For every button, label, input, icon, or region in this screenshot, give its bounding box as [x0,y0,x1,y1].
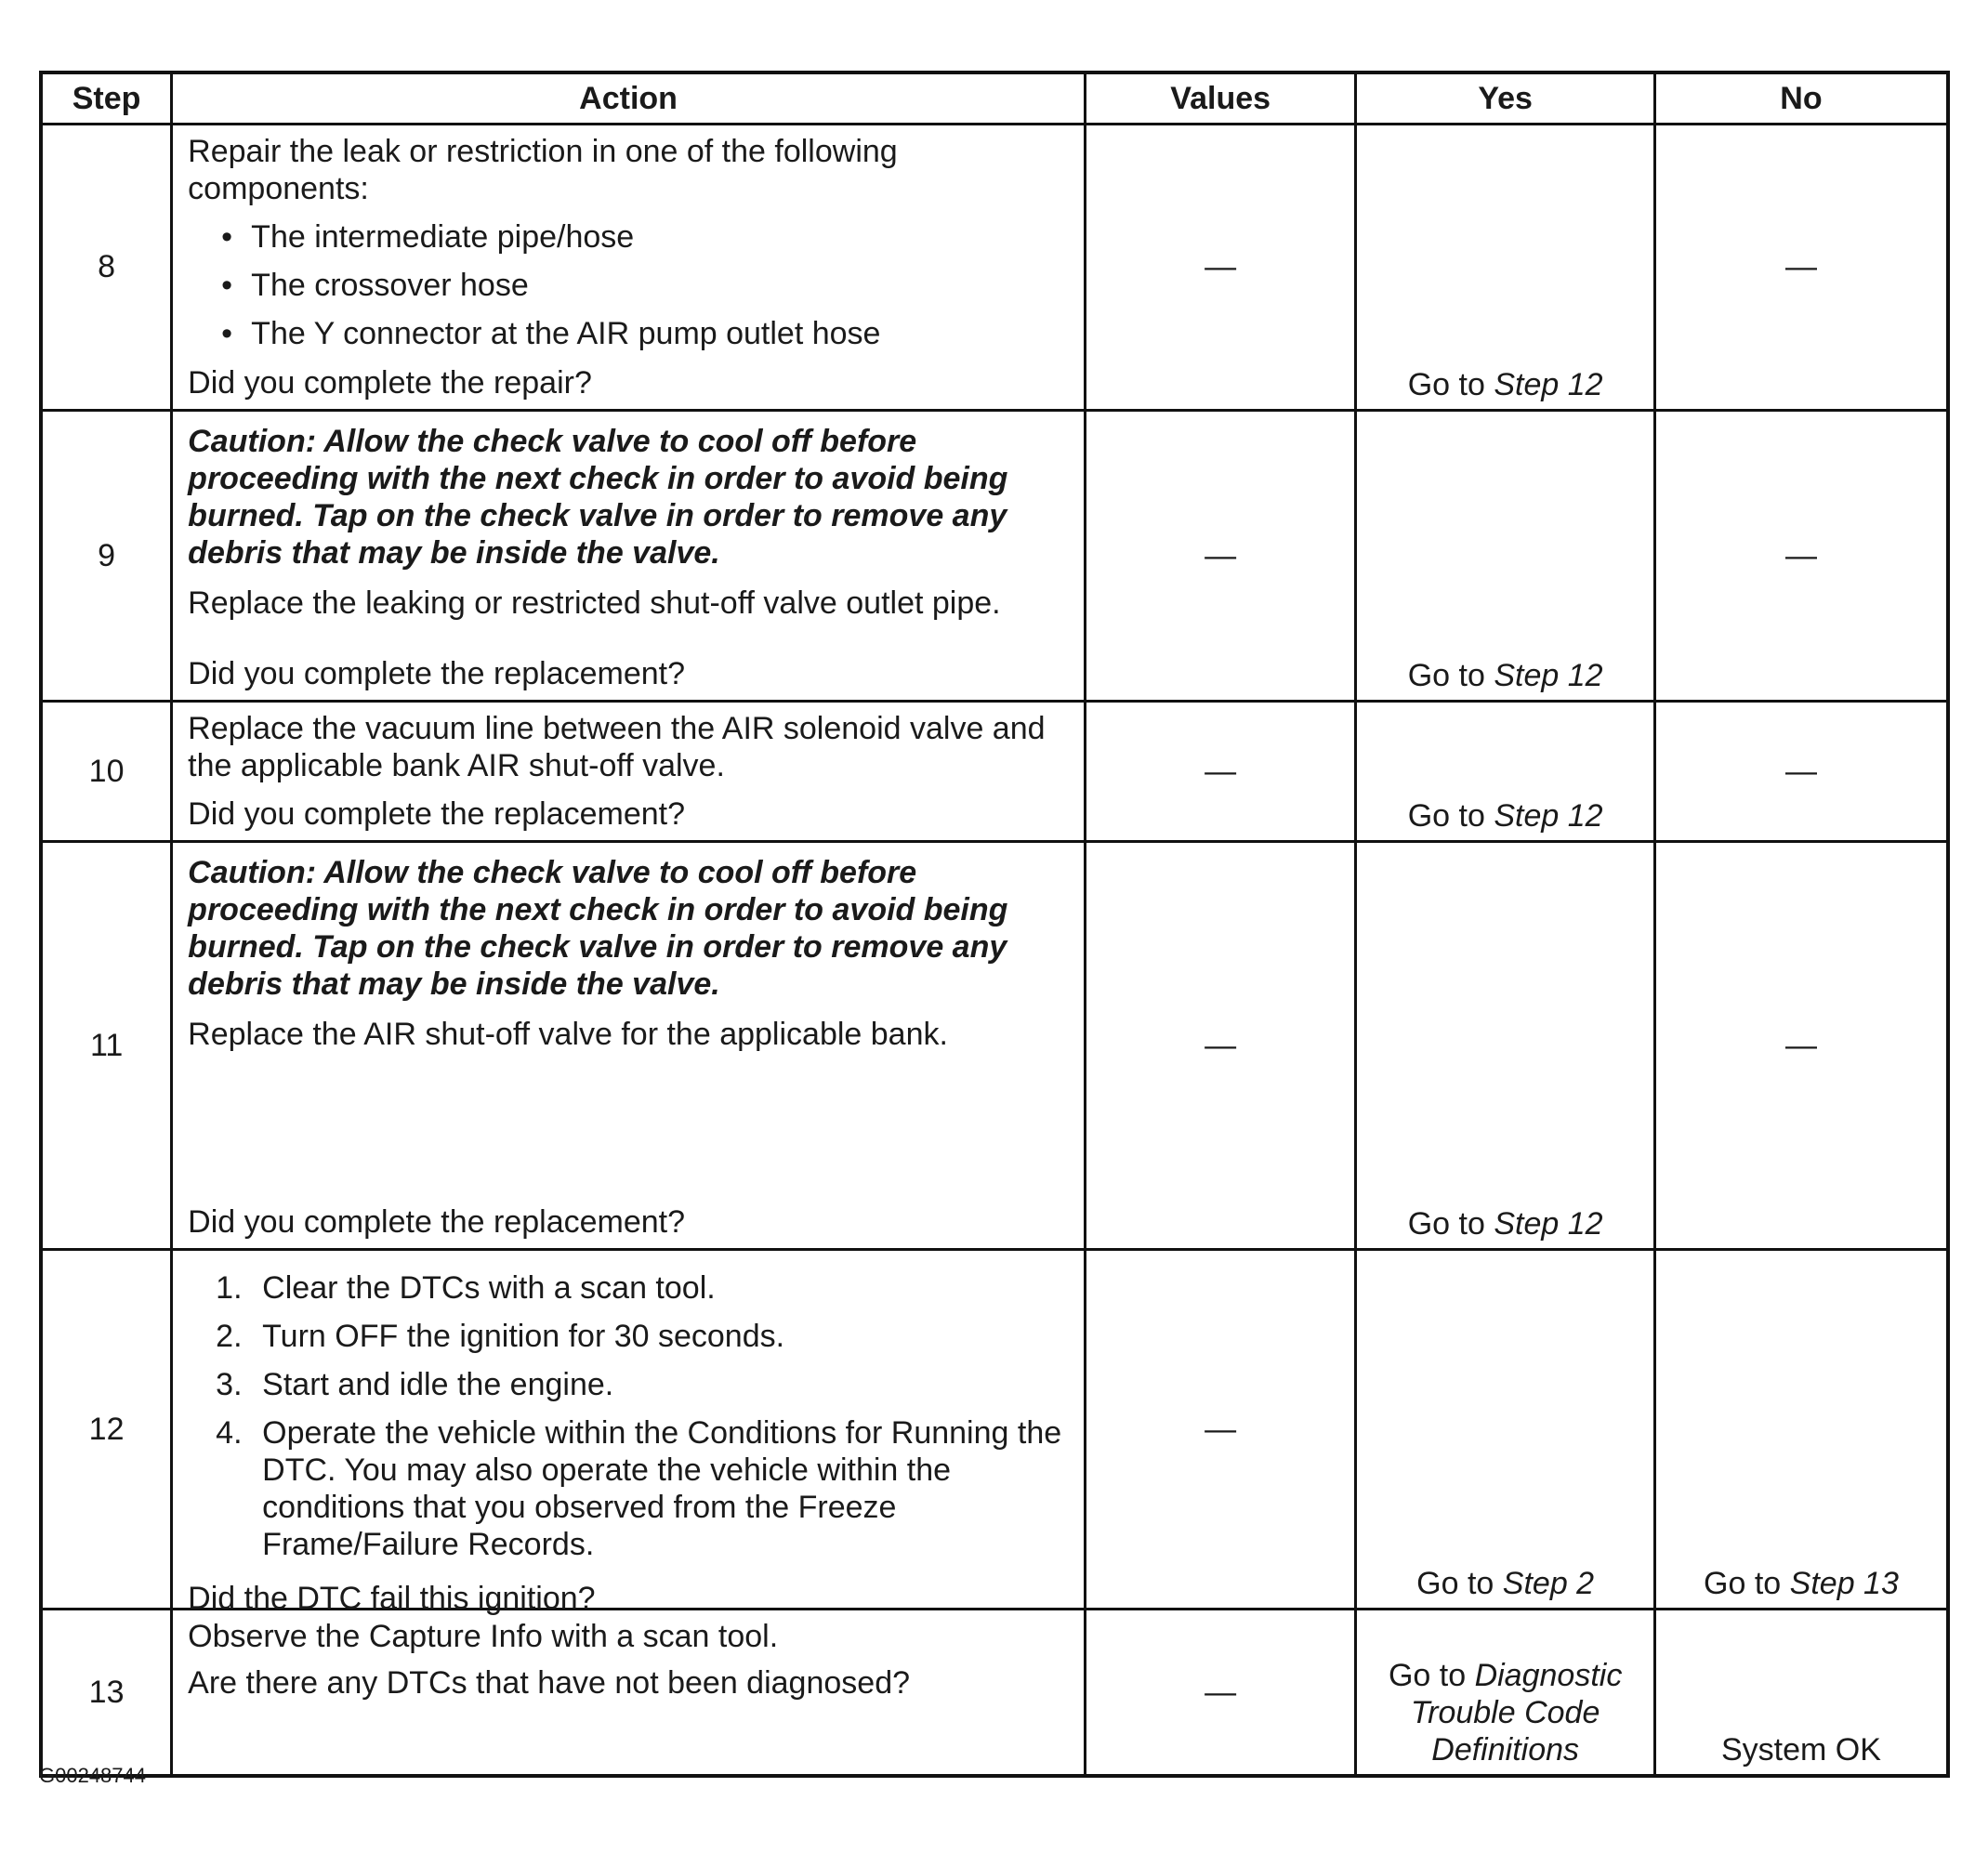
numbered-item [188,1414,1071,1563]
goto-ref: Step 12 [1494,367,1603,402]
action-cell [172,1610,1086,1777]
action-text: Replace the vacuum line between the AIR solenoid valve and the applicable bank AIR shut-off valve. [188,711,1046,783]
numbered-item [188,1318,1071,1355]
goto-prefix: Go to [1416,1566,1494,1601]
values-cell: — [1085,842,1355,1250]
diagnostic-table [39,71,1950,1778]
no-cell: — [1654,702,1948,842]
yes-cell [1356,1610,1655,1777]
yes-goto[interactable] [1357,797,1653,840]
item-number: 4. [216,1415,243,1451]
header-action: Action [172,72,1086,125]
caution-text: Caution: Allow the check valve to cool off before proceeding with the next check in order to avoid being burned. Tap on the check valve in order to remove any debris that may be inside the valve. [188,855,1008,1002]
item-text: Turn OFF the ignition for 30 seconds. [262,1319,785,1354]
item-number: 2. [216,1319,243,1354]
yes-goto[interactable] [1376,1657,1635,1774]
header-values: Values [1085,72,1355,125]
table-row [41,1250,1948,1610]
no-cell: — [1654,842,1948,1250]
yes-cell [1356,702,1655,842]
step-number: 12 [41,1250,172,1610]
yes-cell [1356,1250,1655,1610]
header-yes: Yes [1356,72,1655,125]
item-number: 3. [216,1367,243,1402]
yes-goto[interactable] [1357,1565,1653,1608]
no-cell [1654,1250,1948,1610]
action-cell [172,125,1086,411]
action-question: Did you complete the replacement? [188,656,686,691]
item-text: Start and idle the engine. [262,1367,614,1402]
goto-prefix: Go to [1407,658,1485,693]
bullet-list [188,218,1071,352]
values-cell: — [1085,125,1355,411]
caution-text: Caution: Allow the check valve to cool off before proceeding with the next check in order to avoid being burned. Tap on the check valve in order to remove any debris that may be inside the valve. [188,424,1008,571]
step-number: 10 [41,702,172,842]
step-number: 9 [41,411,172,702]
table-row [41,842,1948,1250]
item-text: Clear the DTCs with a scan tool. [262,1270,716,1306]
yes-goto[interactable] [1357,366,1653,409]
goto-ref: Step 12 [1494,798,1603,834]
yes-cell [1356,411,1655,702]
step-number: 8 [41,125,172,411]
values-cell: — [1085,411,1355,702]
values-cell: — [1085,702,1355,842]
action-cell [172,1250,1086,1616]
goto-ref: Step 13 [1789,1566,1899,1601]
goto-ref: Step 12 [1494,658,1603,693]
action-cell [172,842,1086,1250]
item-number: 1. [216,1270,243,1306]
goto-ref: Step 2 [1502,1566,1595,1601]
action-text: Observe the Capture Info with a scan tool. [188,1619,779,1654]
figure-code: G00248744 [39,1764,146,1787]
values-cell: — [1085,1610,1355,1777]
action-question: Did you complete the replacement? [188,1204,686,1240]
table-row [41,125,1948,411]
goto-prefix: Go to [1704,1566,1782,1601]
action-cell [172,702,1086,842]
goto-ref: Step 12 [1494,1206,1603,1242]
yes-goto[interactable] [1357,657,1653,700]
bullet-item: • The intermediate pipe/hose [188,218,1071,256]
values-cell: — [1085,1250,1355,1610]
header-step: Step [41,72,172,125]
action-text: Replace the AIR shut-off valve for the applicable bank. [188,1017,948,1052]
step-number: 13 [41,1610,172,1777]
item-text: Operate the vehicle within the Conditions for Running the DTC. You may also operate the vehicle within the conditions that you observed from the Freeze Frame/Failure Records. [262,1415,1062,1562]
header-no: No [1654,72,1948,125]
table-row [41,411,1948,702]
no-cell: — [1654,411,1948,702]
header-row [41,72,1948,125]
numbered-item [188,1366,1071,1403]
action-cell [172,411,1086,702]
action-question: Did you complete the repair? [188,365,592,401]
goto-prefix: Go to [1407,798,1485,834]
no-cell [1654,1610,1948,1777]
numbered-list [188,1258,1071,1574]
no-result: System OK [1720,1732,1881,1768]
bullet-item: • The Y connector at the AIR pump outlet hose [188,315,1071,352]
action-question: Are there any DTCs that have not been diagnosed? [188,1665,911,1701]
yes-cell [1356,125,1655,411]
goto-prefix: Go to [1388,1658,1467,1693]
goto-prefix: Go to [1407,1206,1485,1242]
numbered-item [188,1269,1071,1307]
no-cell: — [1654,125,1948,411]
goto-ref: Diagnostic Trouble Code Definitions [1410,1658,1623,1768]
bullet-item: • The crossover hose [188,267,1071,304]
table-row [41,1610,1948,1777]
step-number: 11 [41,842,172,1250]
no-goto[interactable] [1656,1565,1946,1608]
table-row [41,702,1948,842]
action-intro: Repair the leak or restriction in one of the following components: [188,134,898,206]
goto-prefix: Go to [1407,367,1485,402]
action-question: Did the DTC fail this ignition? [188,1581,596,1616]
action-text: Replace the leaking or restricted shut-off valve outlet pipe. [188,585,1001,621]
action-question: Did you complete the replacement? [188,796,686,832]
yes-goto[interactable] [1357,1205,1653,1248]
yes-cell [1356,842,1655,1250]
